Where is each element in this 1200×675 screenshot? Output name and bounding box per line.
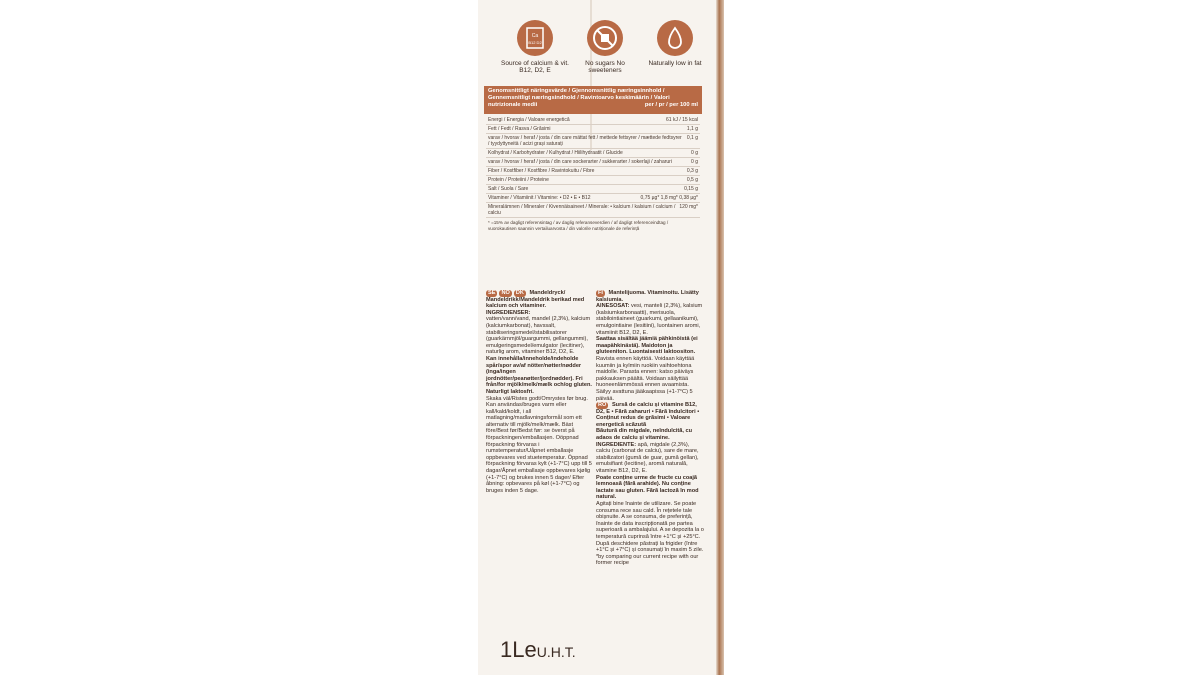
- nutrition-row: Protein / Proteiini / Proteine 0,5 g: [488, 177, 698, 183]
- nutrition-per: per / pr / per 100 ml: [644, 102, 698, 108]
- nutrition-header-text: Genomsnittligt näringsvärde / Gjennomsnittlig næringsinnhold / Gennemsnitligt næringsindhold / Ravintoarvo keskimäärin / Valori nutrizionale medii: [488, 88, 670, 108]
- ingredients-ro: apă, migdale (2,3%), calciu (carbonat de calciu), sare de mare, stabilizatori (gumă de guar, gumă gellan), emulsifiant (lecitine), aromă naturală, vitamine B12, D2, E.: [596, 441, 699, 475]
- calcium-vitamin-icon: [517, 20, 553, 56]
- volume-amount: 1Le: [500, 637, 537, 662]
- nutrition-row: Fett / Fedt / Rasva / Grăsimi 1,1 g: [488, 126, 698, 132]
- low-fat-claim: [640, 14, 710, 67]
- calcium-claim: [500, 14, 570, 74]
- no-sugar-icon: [587, 20, 623, 56]
- allergy-se: Kan innehålla/inneholde/indeholde spår/spor av/af nötter/nøtter/nødder (inga/ingen jordnötter/peanøtter/jordnødder). Fri från/for mjölk/melk/mælk och/og gluten. Naturligt laktosfri.: [486, 355, 592, 395]
- right-text-column: [596, 290, 704, 567]
- allergy-ro: Poate conține urme de fructe cu coajă lemnoasă (fără arahide). Nu conține lactate sau gluten. Fără lactoză în mod natural.: [596, 474, 699, 501]
- storage-se: Skaka väl/Ristes godt/Omrystes før brug. Kan användas/bruges varm eller kall/kald/koldt, i all matlagning/madlavningsformål som ett alternativ till mjölk/melk/mælk. Bäst före/Best før/Bedst før: se överst på förpackningen/emballasjen. Oöppnad förpackning förvaras i rumstemperatur/Uåpnet emballasje oppbevares ved stuetemperatur. Öppnad förpackning förvaras kylt (+1-7°C) upp till 5 dagar/Åpnet emballasje oppbevares kjølig (+1-7°C) og brukes innen 5 dager/ Efter åbning: opbevares på køl (+1-7°C) og bruges inden 5 dage.: [486, 395, 592, 494]
- carton-side-right: [716, 0, 724, 675]
- ingredients-label-se: INGREDIENSER:: [486, 309, 531, 316]
- product-title-se: Mandeldryck/ Mandeldrikk/Mandeldrik berikad med kalcium och vitaminer.: [486, 290, 585, 310]
- nutrition-row: varav / hvorav / heraf / josta / din care mättat fett / mettede fettsyrer / mættede fedtsyrer / tyydyttyneitä / acizi grași saturați 0,1 g: [488, 135, 698, 147]
- ingredients-se: vatten/vann/vand, mandel (2,3%), kalcium (kalciumkarbonat), havssalt, stabiliseringsmedel/stabilisatorer (guarkärnmjöl/guargummi, gellangummi), emulgeringsmedel/emulgator (lecitiner), naturlig arom, vitaminer B12, D2, E.: [486, 316, 591, 356]
- nutrition-row: Energi / Energia / Valoare energetică 61 kJ / 15 kcal: [488, 117, 698, 123]
- nutrition-row: Vitaminer / Vitamiinit / Vitamine: • D2 • E • B12 0,75 µg* 1,8 mg* 0,38 µg*: [488, 195, 698, 201]
- low-fat-icon: [657, 20, 693, 56]
- nutrition-footnote: * =15% av dagligt referensintag / av daglig referanseverdien / af dagligt referenceindtag / vuorokautisen saannin vertailuarvosta / din valorile nutriționale de referință: [488, 220, 669, 231]
- lang-badge-dk: DK: [515, 290, 524, 296]
- nutrition-table: [486, 116, 700, 233]
- volume-label: [500, 637, 576, 663]
- nutrition-row: varav / hvorav / heraf / josta / din care sockerarter / sukkerarter / sokerlaji / zaharuri 0 g: [488, 159, 698, 165]
- calcium-claim-label: Source of calcium & vit. B12, D2, E: [501, 60, 569, 74]
- svg-text:B12 D2: B12 D2: [528, 40, 542, 45]
- nutrition-row: Mineralämnen / Mineraler / Kivennäisaineet / Minerale: • kalcium / kalsium / calcium / calciu 120 mg*: [488, 204, 698, 216]
- claim-icons: [500, 14, 710, 84]
- lang-badge-no: NO: [501, 290, 510, 296]
- storage-ro: Agitați bine înainte de utilizare. Se poate consuma rece sau cald. În rețetele tale obișnuite. A se consuma, de preferință, înainte de data inscripționată pe partea superioară a ambalajului. A se depozita la o temperatură cuprinsă între +1°C și +25°C. După deschidere păstrați la frigider (între +1°C și +7°C) și consumați în maxim 5 zile.: [596, 501, 704, 554]
- nutrition-row: Fiber / Kostfiber / Kostfibre / Ravintokuitu / Fibre 0,3 g: [488, 168, 698, 174]
- allergy-fi: Saattaa sisältää jäämiä pähkinöistä (ei maapähkinästä). Maidoton ja gluteeniton. Luontaisesti laktoositon.: [596, 336, 698, 356]
- lang-badge-se: SE: [488, 290, 496, 296]
- no-sugar-claim: [570, 14, 640, 74]
- lang-badge-fi: FI: [598, 290, 603, 296]
- uht-label: U.H.T.: [536, 644, 576, 660]
- ingredients-label-ro: INGREDIENTE:: [596, 441, 637, 448]
- left-text-column: [486, 290, 594, 494]
- nutrition-row: Salt / Suola / Sare 0,15 g: [488, 186, 698, 192]
- claims-ro: Sursă de calciu și vitamine B12, D2, E • Fără zaharuri • Fără îndulcitori • Conținut redus de grăsimi • Valoare energetică scăzută: [596, 402, 700, 428]
- ingredients-fi: vesi, manteli (2,3%), kalsium (kalsiumkarbonaatti), merisuola, stabilointiaineet (guarkumi, gellaanikumi), emulgointiaine (lesitiini), luontainen aromi, vitamiinit B12, D2, E.: [596, 303, 703, 336]
- low-fat-claim-label: Naturally low in fat: [648, 60, 702, 67]
- nutrition-header: [484, 86, 702, 114]
- no-sugar-claim-label: No sugars No sweeteners: [585, 60, 625, 74]
- nutrition-row: Kolhydrat / Karbohydrater / Kulhydrat / Hiilihydraatit / Glucide 0 g: [488, 150, 698, 156]
- lang-badge-ro: RO: [598, 402, 607, 409]
- storage-fi: Ravista ennen käyttöä. Voidaan käyttää kuumiin ja kylmiin ruokiin vaihtoehtona maidolle. Parasta ennen: katso päiväys pakkauksen päältä. Voidaan säilyttää huoneenlämmössä ennen avaamista. Säilyy avattuna jääkaapissa (+1-7°C) 5 päivää.: [596, 355, 695, 402]
- ingredients-label-fi: AINESOSAT:: [596, 303, 630, 310]
- product-title-ro: Băutură din migdale, neîndulcită, cu adaos de calciu și vitamine.: [596, 428, 693, 442]
- svg-text:Ca: Ca: [531, 33, 539, 39]
- recipe-footnote: *by comparing our current recipe with our former recipe: [596, 553, 699, 567]
- product-title-fi: Mantelijuoma. Vitaminoitu. Lisätty kalsiumia.: [596, 290, 699, 303]
